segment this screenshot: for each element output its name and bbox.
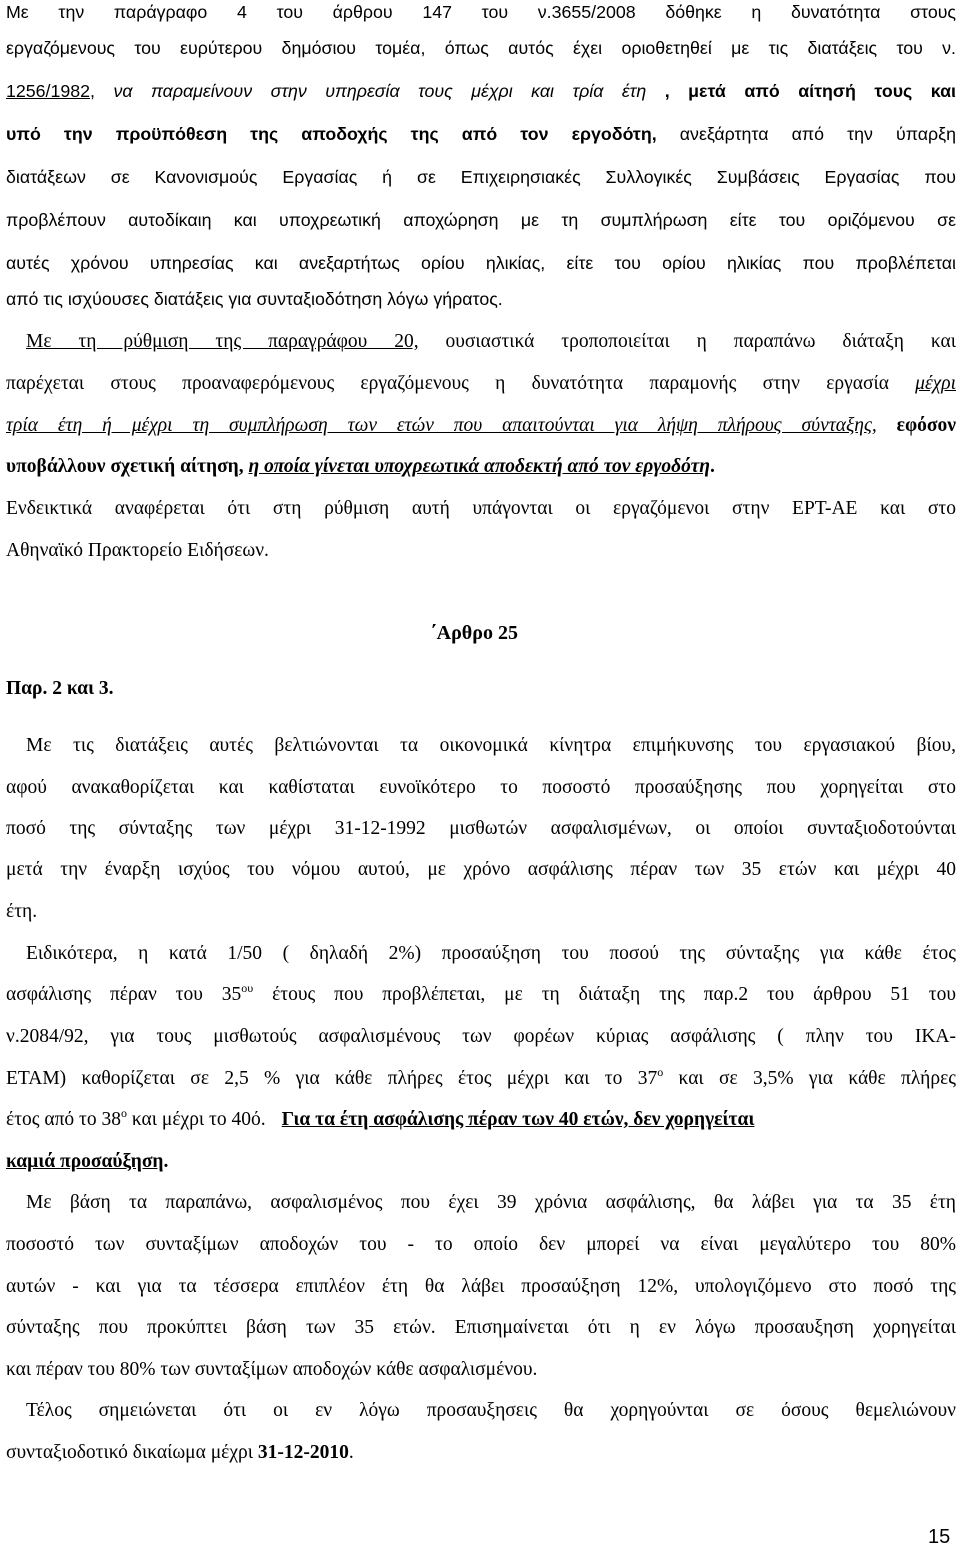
paragraph-line <box>26 330 956 354</box>
text: Αθηναϊκό Πρακτορείο Ειδήσεων. <box>6 540 269 561</box>
text: ουσιαστικά τροποποιείται η παραπάνω διάταξη και <box>418 331 956 352</box>
text: υποβάλλουν σχετική αίτηση, <box>6 456 249 477</box>
text: η οποία γίνεται υποχρεωτικά αποδεκτή από τον εργοδότη <box>248 456 711 477</box>
article-heading: ΄Αρθρο 25 <box>430 622 518 644</box>
paragraph-line <box>6 1316 956 1340</box>
text: συνταξιοδοτικό δικαίωμα μέχρι <box>6 1442 258 1463</box>
text: αφού ανακαθορίζεται και καθίσταται ευνοϊκότερο το ποσοστό προσαύξησης που χορηγείται στο <box>6 777 956 798</box>
text: Με τη ρύθμιση της παραγράφου 20, <box>26 331 419 352</box>
paragraph-line <box>6 1441 956 1465</box>
paragraph-line <box>6 414 956 438</box>
text: . <box>710 456 715 477</box>
paragraph-line <box>6 165 956 189</box>
text: μετά την έναρξη ισχύος του νόμου αυτού, με χρόνο ασφάλισης πέραν των 35 ετών και μέχρι 40 <box>6 859 956 880</box>
text: εφόσον <box>876 415 956 436</box>
paragraph-line <box>6 1275 956 1299</box>
paragraph-line <box>6 858 956 882</box>
paragraph-line <box>6 900 956 924</box>
text: ασφάλισης πέραν του 35 <box>6 984 242 1005</box>
paragraph-line <box>6 372 956 396</box>
paragraph-line <box>6 497 956 521</box>
text: 1256/1982, <box>6 81 95 101</box>
text: προβλέπουν αυτοδίκαιη και υποχρεωτική αποχώρηση με τη συμπλήρωση είτε του οριζόμενου σε <box>6 210 956 230</box>
paragraph-line <box>6 1025 956 1049</box>
paragraph-line <box>6 1108 956 1132</box>
text: ανεξάρτητα από την ύπαρξη <box>656 124 956 144</box>
text: Με βάση τα παραπάνω, ασφαλισμένος που έχει 39 χρόνια ασφάλισης, θα λάβει για τα 35 έτη <box>26 1192 956 1213</box>
paragraph-line <box>26 1191 956 1215</box>
paragraph-line <box>6 251 956 275</box>
paragraph-line <box>6 817 956 841</box>
paragraph-line <box>6 983 956 1007</box>
text: 31-12-2010 <box>257 1442 349 1463</box>
paragraph-line <box>6 1067 956 1091</box>
paragraph-line <box>6 776 956 800</box>
section-label <box>6 677 956 701</box>
text: , <box>651 124 657 144</box>
paragraph-line <box>6 1358 956 1382</box>
text: διατάξεων σε Κανονισμούς Εργασίας ή σε Επιχειρησιακές Συλλογικές Συμβάσεις Εργασίας που <box>6 167 956 187</box>
text: παρέχεται στους προαναφερόμενους εργαζόμενους η δυνατότητα παραμονής στην εργασία <box>6 373 916 394</box>
superscript: ου <box>241 981 254 995</box>
paragraph-line <box>6 36 956 60</box>
text: ποσό της σύνταξης των μέχρι 31-12-1992 μισθωτών ασφαλισμένων, οι οποίοι συνταξιοδοτούνται <box>6 818 956 839</box>
paragraph-line <box>26 942 956 966</box>
text: Για τα έτη ασφάλισης πέραν των 40 ετών, δεν χορηγείται <box>281 1109 755 1130</box>
paragraph-line <box>6 1150 956 1174</box>
text: ν.2084/92, για τους μισθωτούς ασφαλισμένους των φορέων κύριας ασφάλισης ( πλην του ΙΚΑ- <box>6 1026 956 1047</box>
text: Ενδεικτικά αναφέρεται ότι στη ρύθμιση αυτή υπάγονται οι εργαζόμενοι στην ΕΡΤ-ΑΕ και στο <box>6 498 956 519</box>
text: Ειδικότερα, η κατά 1/50 ( δηλαδή 2%) προσαύξηση του ποσού της σύνταξης για κάθε έτος <box>26 943 956 964</box>
text: Με την παράγραφο 4 του άρθρου 147 του ν.3655/2008 δόθηκε η δυνατότητα στους <box>6 2 956 22</box>
text: αυτών - και για τα τέσσερα επιπλέον έτη θα λάβει προσαύξηση 12%, υπολογιζόμενο στο ποσό της <box>6 1276 956 1297</box>
text: Τέλος σημειώνεται ότι οι εν λόγω προσαυξησεις θα χορηγούνται σε όσους θεμελιώνουν <box>26 1400 956 1421</box>
paragraph-line <box>6 79 956 103</box>
text: ΕΤΑΜ) καθορίζεται σε 2,5 % για κάθε πλήρες έτος μέχρι και το 37 <box>6 1068 658 1089</box>
text: , μετά από αίτησή τους και <box>664 81 956 101</box>
text: . <box>348 1442 354 1463</box>
superscript: ο <box>121 1106 128 1120</box>
text: ποσοστό των συνταξίμων αποδοχών του - το οποίο δεν μπορεί να είναι μεγαλύτερο του 80% <box>6 1234 956 1255</box>
paragraph-line <box>6 0 956 24</box>
text: καμιά προσαύξηση <box>6 1151 164 1172</box>
paragraph-line <box>6 287 956 311</box>
text: αυτές χρόνου υπηρεσίας και ανεξαρτήτως ορίου ηλικίας, είτε του ορίου ηλικίας που προβλέπεται <box>6 253 956 273</box>
text: Παρ. 2 και 3. <box>6 678 114 699</box>
text: . <box>163 1151 169 1172</box>
paragraph-line <box>6 208 956 232</box>
paragraph-line <box>26 1399 956 1423</box>
text: έτος από το 38 <box>6 1109 122 1130</box>
text: τρία έτη ή μέχρι τη συμπλήρωση των ετών που απαιτούνται για λήψη πλήρους σύνταξης, <box>6 415 877 436</box>
text: να παραμείνουν στην υπηρεσία τους μέχρι και τρία έτη <box>95 81 665 101</box>
text: και σε 3,5% για κάθε πλήρες <box>663 1068 956 1089</box>
paragraph-line <box>6 455 956 479</box>
text: και πέραν του 80% των συνταξίμων αποδοχών κάθε ασφαλισμένου. <box>6 1359 538 1380</box>
text: από τις ισχύουσες διατάξεις για συνταξιοδότηση λόγω γήρατος. <box>6 289 503 309</box>
superscript: ο <box>657 1065 664 1079</box>
paragraph-line <box>6 1233 956 1257</box>
text: σύνταξης που προκύπτει βάση των 35 ετών. Επισημαίνεται ότι η εν λόγω προσαυξηση χορηγείται <box>6 1317 956 1338</box>
text: Με τις διατάξεις αυτές βελτιώνονται τα οικονομικά κίνητρα επιμήκυνσης του εργασιακού βίου, <box>26 735 956 756</box>
paragraph-line <box>26 734 956 758</box>
text: μέχρι <box>915 373 956 394</box>
text: έτους που προβλέπεται, με τη διάταξη της παρ.2 του άρθρου 51 του <box>253 984 956 1005</box>
paragraph-line <box>6 539 956 563</box>
text: έτη. <box>6 901 38 922</box>
page-number: 15 <box>928 1526 951 1548</box>
paragraph-line <box>6 122 956 146</box>
text: και μέχρι το 40ό. <box>127 1109 266 1130</box>
text: υπό την προϋπόθεση της αποδοχής της από τον εργοδότη <box>6 124 652 144</box>
text: εργαζόμενους του ευρύτερου δημόσιου τομέα, όπως αυτός έχει οριοθετηθεί με τις διατάξεις του ν. <box>6 38 956 58</box>
